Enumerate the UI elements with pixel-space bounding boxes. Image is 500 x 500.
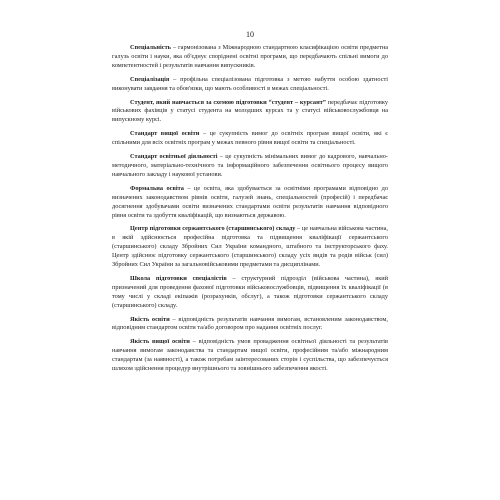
glossary-entry-education-quality bbox=[112, 316, 388, 334]
glossary-definition: – відповідність результатів навчання вимогам, встановленим законодавством, відповідним стандартом освіти та/або договором про надання освітніх послуг. bbox=[112, 315, 388, 332]
glossary-entry-formal-education bbox=[112, 185, 388, 221]
glossary-body bbox=[112, 44, 388, 379]
glossary-term: Стандарт освітньої діяльності bbox=[130, 153, 218, 161]
glossary-entry-specialist-school bbox=[112, 275, 388, 311]
glossary-term: Школа підготовки спеціалістів bbox=[130, 274, 227, 282]
glossary-term: Якість вищої освіти bbox=[130, 338, 190, 346]
glossary-definition: – відповідність умов провадження освітньої діяльності та результатів навчання вимогам законодавства та стандартам вищої освіти, професійним та/або міжнародним стандартам (за наявності), а також потребам заінтересованих сторін і суспільства, що забезпечується шляхом здійснення процедур внутрішнього та зовнішнього забезпечення якості. bbox=[112, 338, 388, 373]
glossary-term: Формальна освіта bbox=[130, 184, 184, 192]
glossary-term: Спеціалізація bbox=[130, 75, 170, 83]
page-number: 10 bbox=[246, 30, 254, 39]
glossary-term: Студент, який навчається за схемою підготовки “студент – курсант” bbox=[130, 98, 326, 106]
glossary-term: Спеціальність bbox=[130, 44, 172, 51]
glossary-definition: – гармонізована з Міжнародною стандартною класифікацією освіти предметна галузь освіти і науки, яка об'єднує споріднені освітні програми, що передбачають спільні вимоги до компетентностей і результатів навчання випускників. bbox=[112, 44, 388, 69]
glossary-entry-specialty bbox=[112, 44, 388, 71]
glossary-entry-specialization bbox=[112, 76, 388, 94]
glossary-term: Якість освіти bbox=[130, 315, 170, 323]
glossary-definition: передбачає підготовку військових фахівців у статусі студента на молодших курсах та у статусі військовослужбовця на випускному курсі. bbox=[112, 98, 388, 124]
glossary-term: Стандарт вищої освіти bbox=[130, 130, 200, 138]
glossary-term: Центр підготовки сержантського (старшинського) складу bbox=[130, 225, 296, 233]
glossary-definition: – профільна спеціалізована підготовка з метою набуття особою здатності виконувати завдання та обов'язки, що мають особливості в межах спеціальності. bbox=[112, 75, 388, 92]
glossary-definition: – це навчальна військова частина, в якій здійснюється професійна підготовка та підвищення кваліфікації сержантського (старшинського) складу Збройних Сил України командного, штабного та інструкторського фаху. Центр здійснює підготовку сержантського (старшинського) складу усіх видів та родів військ (сил) Збройних Сил України за загальновійськовими предметами та дисциплінами. bbox=[112, 225, 388, 269]
glossary-definition: – це освіта, яка здобувається за освітніми програмами відповідно до визначених законодавством рівнів освіти, галузей знань, спеціальностей (професій) і передбачає досягнення здобувачами освіти визначених стандартами освіти результатів навчання відповідного рівня освіти та здобуття кваліфікацій, що визнаються державою. bbox=[112, 184, 388, 219]
glossary-entry-student-cadet bbox=[112, 99, 388, 126]
glossary-definition: – це сукупність вимог до освітніх програм вищої освіти, які є спільними для всіх освітніх програм у межах певного рівня вищої освіти та спеціальності. bbox=[112, 130, 388, 147]
glossary-definition: – це сукупність мінімальних вимог до кадрового, навчально-методичного, матеріально-технічного та інформаційного забезпечення освітнього процесу вищого навчального закладу і наукової установи. bbox=[112, 153, 388, 178]
glossary-entry-higher-education-quality bbox=[112, 338, 388, 374]
glossary-entry-educational-activity-standard bbox=[112, 153, 388, 180]
glossary-definition: – структурний підрозділ (військова частина), який призначений для проведення фахової підготовки військовослужбовців, підвищення їх кваліфікації (в тому числі у складі екіпажів (розрахунків, обслуг), а також підготовки сержантського складу (старшинського) складу. bbox=[112, 274, 388, 309]
glossary-entry-sergeant-training-center bbox=[112, 225, 388, 270]
glossary-entry-higher-education-standard bbox=[112, 130, 388, 148]
